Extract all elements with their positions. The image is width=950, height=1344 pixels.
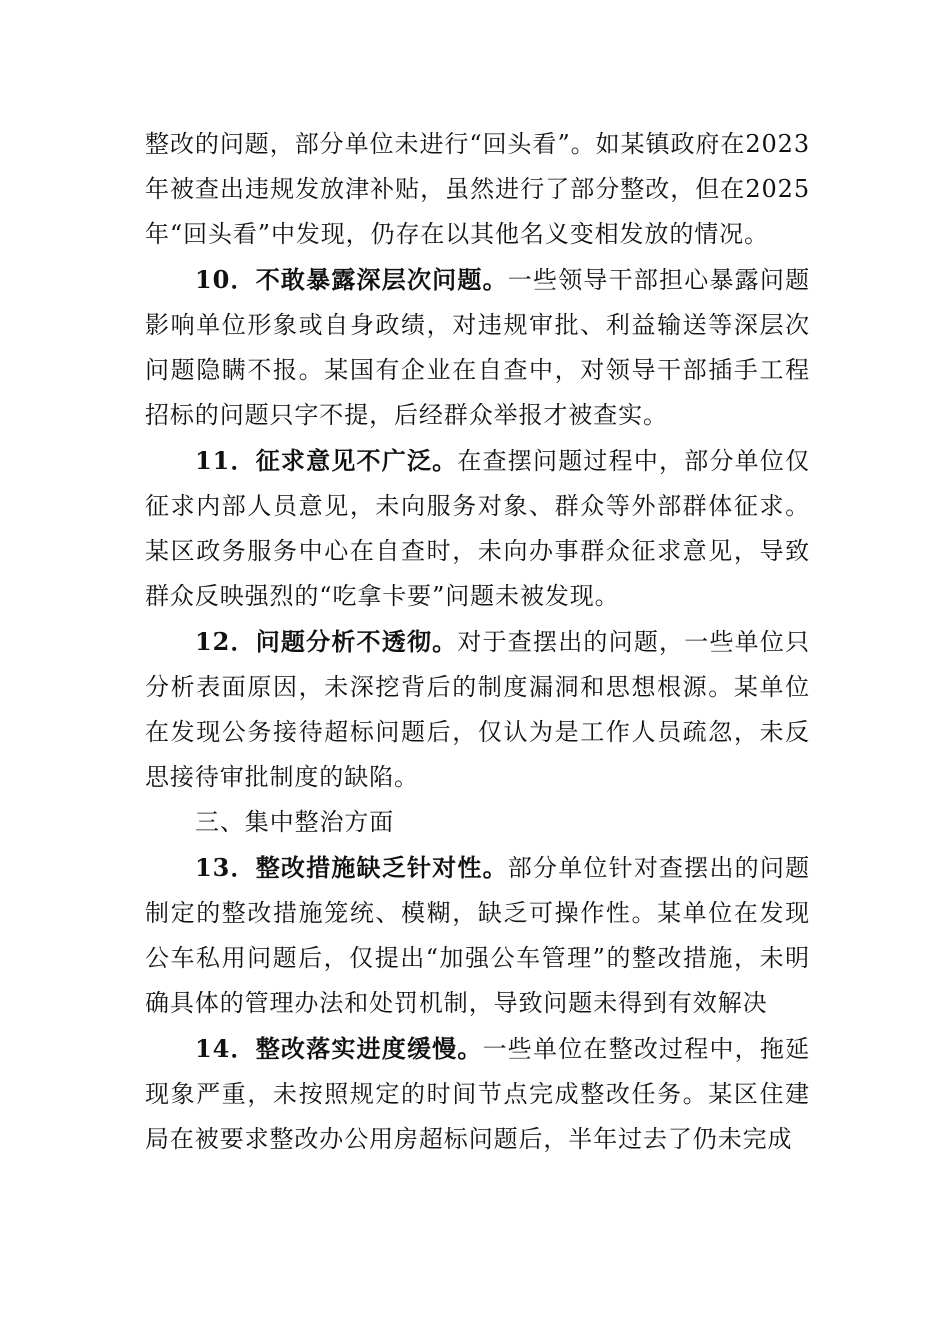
item-14-body: 一些单位在整改过程中，拖延现象严重，未按照规定的时间节点完成整改任务。某区住建局在被要求整改办公用房超标问题后，半年过去了仍未完成: [145, 1035, 810, 1153]
paragraph-item-11: [145, 438, 810, 619]
paragraph-item-10: [145, 257, 810, 438]
paragraph-item-14: [145, 1026, 810, 1162]
paragraph-continuation: 整改的问题，部分单位未进行“回头看”。如某镇政府在2023年被查出违规发放津补贴，虽然进行了部分整改，但在2025年“回头看”中发现，仍存在以其他名义变相发放的情况。: [145, 130, 810, 248]
document-page: [145, 122, 810, 1162]
section-title: 三、集中整治方面: [195, 808, 395, 836]
item-10-body: 一些领导干部担心暴露问题影响单位形象或自身政绩，对违规审批、利益输送等深层次问题隐瞒不报。某国有企业在自查中，对领导干部插手工程招标的问题只字不提，后经群众举报才被查实。: [145, 266, 810, 429]
item-13-body: 部分单位针对查摆出的问题制定的整改措施笼统、模糊，缺乏可操作性。某单位在发现公车私用问题后，仅提出“加强公车管理”的整改措施，未明确具体的管理办法和处罚机制，导致问题未得到有效解决: [145, 854, 810, 1017]
item-12-body: 对于查摆出的问题，一些单位只分析表面原因，未深挖背后的制度漏洞和思想根源。某单位在发现公务接待超标问题后，仅认为是工作人员疏忽，未反思接待审批制度的缺陷。: [145, 628, 810, 791]
item-14-heading: 14．整改落实进度缓慢。: [195, 1034, 483, 1063]
paragraph-item-12: [145, 619, 810, 800]
item-11-heading: 11．征求意见不广泛。: [195, 446, 458, 475]
item-10-heading: 10．不敢暴露深层次问题。: [195, 265, 508, 294]
item-13-heading: 13．整改措施缺乏针对性。: [195, 853, 508, 882]
item-11-body: 在查摆问题过程中，部分单位仅征求内部人员意见，未向服务对象、群众等外部群体征求。某区政务服务中心在自查时，未向办事群众征求意见，导致群众反映强烈的“吃拿卡要”问题未被发现。: [145, 447, 810, 610]
item-12-heading: 12．问题分析不透彻。: [195, 627, 458, 656]
paragraph-item-13: [145, 845, 810, 1026]
